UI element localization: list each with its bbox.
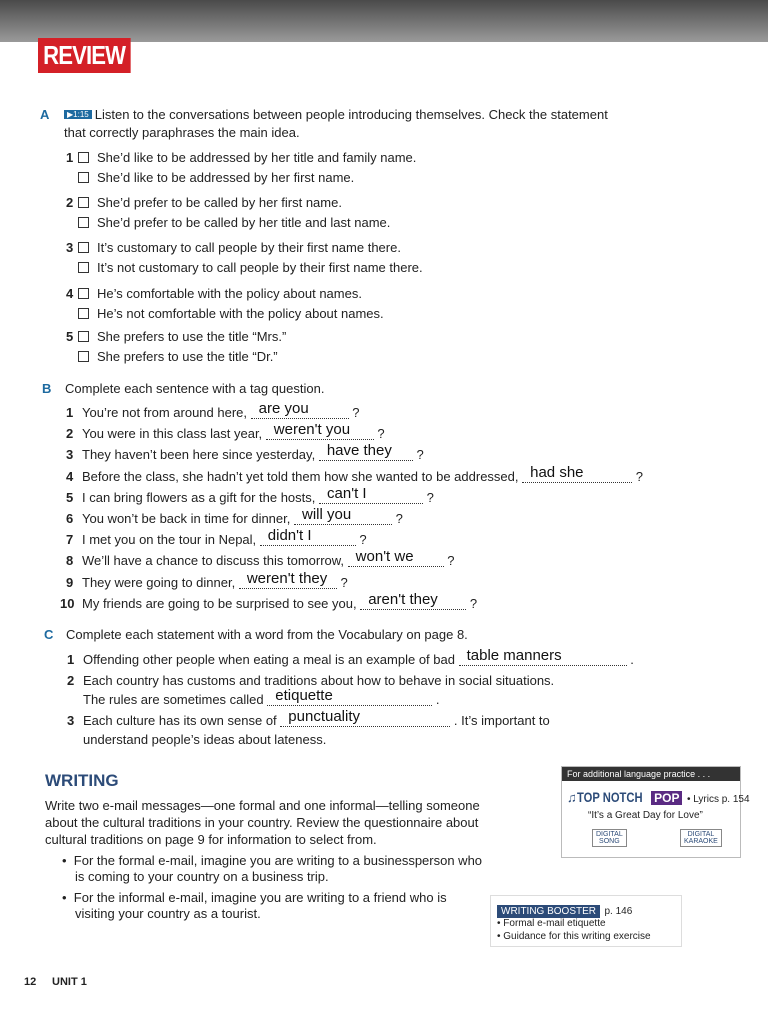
booster-page: p. 146 xyxy=(604,906,633,917)
checkbox[interactable] xyxy=(78,308,89,319)
top-banner xyxy=(0,0,768,42)
unit-label: UNIT 1 xyxy=(52,976,87,988)
b-item: 5 I can bring flowers as a gift for the hosts, can't I ? xyxy=(66,484,434,505)
pop-badge: POP xyxy=(651,791,682,805)
a-item-option-2: She’d like to be addressed by her first name. xyxy=(78,170,354,185)
checkbox[interactable] xyxy=(78,262,89,273)
booster-item-2: • Guidance for this writing exercise xyxy=(497,931,651,942)
c-item-3: 3 Each culture has its own sense of punctuality . It’s important to xyxy=(67,708,550,728)
checkbox[interactable] xyxy=(78,197,89,208)
answer-field[interactable]: aren't they xyxy=(360,597,466,610)
bullet-1-line2: is coming to your country on a business trip. xyxy=(75,869,329,884)
digital-song-button[interactable]: DIGITAL SONG xyxy=(592,829,627,847)
a-item-option-1: 2 She’d prefer to be called by her first name. xyxy=(66,195,342,210)
a-item-option-1: 5 She prefers to use the title “Mrs.” xyxy=(66,329,287,344)
checkbox[interactable] xyxy=(78,351,89,362)
checkbox[interactable] xyxy=(78,217,89,228)
b-item: 6 You won’t be back in time for dinner, will you ? xyxy=(66,506,403,526)
checkbox[interactable] xyxy=(78,331,89,342)
writing-para-3: cultural traditions on page 9 for information to select from. xyxy=(45,832,377,847)
writing-booster-label: WRITING BOOSTER xyxy=(497,905,600,918)
c-item-2: 2 Each country has customs and traditions about how to behave in social situations. xyxy=(67,673,555,688)
page-title: REVIEW xyxy=(38,38,130,73)
answer-field[interactable]: punctuality xyxy=(280,714,450,727)
a-item-option-1: 1 She’d like to be addressed by her title and family name. xyxy=(66,150,417,165)
answer-field[interactable]: table manners xyxy=(459,653,627,666)
section-a-instruction-2: that correctly paraphrases the main idea. xyxy=(64,125,300,140)
a-item-option-1: 3 It’s customary to call people by their first name there. xyxy=(66,240,401,255)
answer-field[interactable]: can't I xyxy=(319,491,423,504)
a-item-option-1: 4 He’s comfortable with the policy about names. xyxy=(66,286,362,301)
section-b-letter: B xyxy=(42,381,52,396)
b-item: 1 You’re not from around here, are you ? xyxy=(66,400,360,420)
digital-karaoke-button[interactable]: DIGITAL KARAOKE xyxy=(680,829,722,847)
writing-heading: WRITING xyxy=(45,771,119,790)
c-item-3-line2: understand people’s ideas about lateness. xyxy=(83,732,327,747)
b-item: 8 We’ll have a chance to discuss this tomorrow, won't we ? xyxy=(66,548,455,569)
checkbox[interactable] xyxy=(78,288,89,299)
brand-logo: TOP NOTCH xyxy=(576,789,643,805)
answer-field[interactable]: weren't they xyxy=(239,576,337,589)
answer-field[interactable]: weren't you xyxy=(266,427,374,440)
bullet-2-line2: visiting your country as a tourist. xyxy=(75,906,261,921)
section-c-instruction: Complete each statement with a word from the Vocabulary on page 8. xyxy=(66,627,468,642)
practice-header: For additional language practice . . . xyxy=(562,767,740,781)
b-item: 9 They were going to dinner, weren't they ? xyxy=(66,569,348,590)
a-item-option-2: She prefers to use the title “Dr.” xyxy=(78,349,278,364)
b-item: 10 My friends are going to be surprised to see you, aren't they ? xyxy=(60,590,478,611)
checkbox[interactable] xyxy=(78,172,89,183)
answer-field[interactable]: are you xyxy=(251,406,349,419)
a-item-option-2: She’d prefer to be called by her title and last name. xyxy=(78,215,390,230)
music-note-icon: ♫ xyxy=(567,790,577,805)
c-item-1: 1 Offending other people when eating a meal is an example of bad table manners . xyxy=(67,647,634,667)
audio-icon[interactable]: ▶1:15 xyxy=(64,110,92,119)
bullet-1: • For the formal e-mail, imagine you are writing to a businessperson who xyxy=(62,853,483,868)
a-item-option-2: It’s not customary to call people by their first name there. xyxy=(78,260,423,275)
answer-field[interactable]: have they xyxy=(319,448,413,461)
bullet-2: • For the informal e-mail, imagine you are writing to a friend who is xyxy=(62,890,447,905)
section-b-instruction: Complete each sentence with a tag question. xyxy=(65,381,325,396)
answer-field[interactable]: will you xyxy=(294,512,392,525)
section-a-letter: A xyxy=(40,107,50,122)
b-item: 7 I met you on the tour in Nepal, didn't I ? xyxy=(66,527,367,548)
b-item: 2 You were in this class last year, weren't you ? xyxy=(66,421,385,442)
c-item-2-line2: The rules are sometimes called etiquette . xyxy=(83,687,440,707)
answer-field[interactable]: won't we xyxy=(348,554,444,567)
writing-para-1: Write two e-mail messages—one formal and one informal—telling someone xyxy=(45,798,480,813)
answer-field[interactable]: etiquette xyxy=(267,693,432,706)
a-item-option-2: He’s not comfortable with the policy about names. xyxy=(78,306,384,321)
booster-item-1: • Formal e-mail etiquette xyxy=(497,918,606,929)
writing-booster-box xyxy=(490,895,682,947)
b-item: 4 Before the class, she hadn’t yet told them how she wanted to be addressed, had she ? xyxy=(66,463,643,484)
writing-para-2: about the cultural traditions in your country. Review the questionnaire about xyxy=(45,815,479,830)
practice-box xyxy=(561,766,750,858)
checkbox[interactable] xyxy=(78,152,89,163)
answer-field[interactable]: had she xyxy=(522,470,632,483)
answer-field[interactable]: didn't I xyxy=(260,533,356,546)
checkbox[interactable] xyxy=(78,242,89,253)
section-a-instruction: ▶1:15 Listen to the conversations between people introducing themselves. Check the statement xyxy=(64,107,608,122)
lyrics-ref: • Lyrics p. 154 xyxy=(686,794,750,805)
b-item: 3 They haven’t been here since yesterday, have they ? xyxy=(66,442,424,463)
song-title: “It’s a Great Day for Love” xyxy=(588,810,703,821)
page-number: 12 xyxy=(24,976,37,988)
section-c-letter: C xyxy=(44,627,54,642)
